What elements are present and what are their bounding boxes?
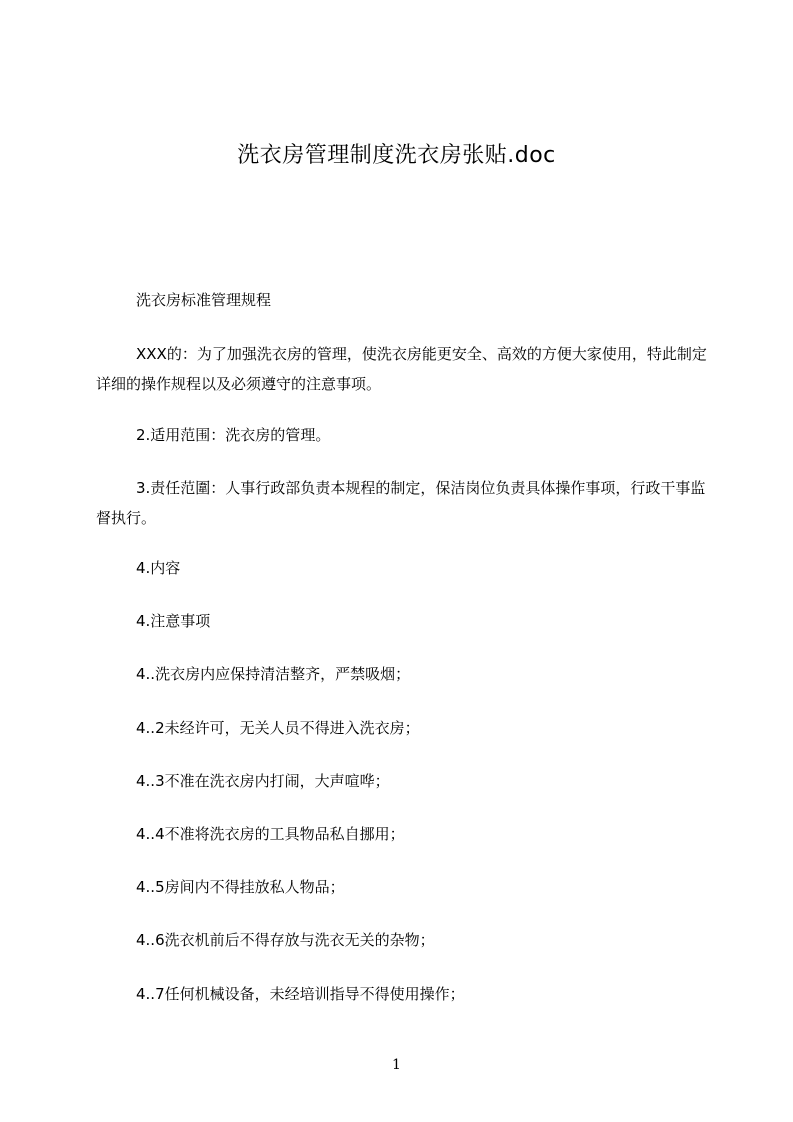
paragraph-content: 4.内容 xyxy=(136,559,181,577)
document-title: 洗衣房管理制度洗衣房张贴.doc xyxy=(237,143,556,168)
paragraph-notes: 4.注意事项 xyxy=(136,612,211,630)
list-item: 4..2未经许可，无关人员不得进入洗衣房； xyxy=(136,719,420,737)
page-number: 1 xyxy=(392,1057,401,1073)
list-item: 4..5房间内不得挂放私人物品； xyxy=(136,878,345,896)
list-item: 4..6洗衣机前后不得存放与洗衣无关的杂物； xyxy=(136,931,435,949)
list-item: 4..3不准在洗衣房内打闹，大声喧哗； xyxy=(136,772,390,790)
paragraph-purpose: XXX的：为了加强洗衣房的管理，使洗衣房能更安全、高效的方便大家使用，特此制定详细的操作规程以及必须遵守的注意事项。 xyxy=(96,345,707,393)
list-item: 4..7任何机械设备，未经培训指导不得使用操作； xyxy=(136,985,465,1003)
list-item: 4..洗衣房内应保持清洁整齐，严禁吸烟； xyxy=(136,665,411,683)
list-item: 4..4不准将洗衣房的工具物品私自挪用； xyxy=(136,825,405,843)
paragraph-scope: 2.适用范围：洗衣房的管理。 xyxy=(136,426,331,444)
paragraph-heading: 洗衣房标准管理规程 xyxy=(136,291,272,309)
paragraph-responsibility: 3.责任范圍：人事行政部负责本规程的制定，保洁岗位负责具体操作事项，行政干事监督执行。 xyxy=(96,479,706,527)
